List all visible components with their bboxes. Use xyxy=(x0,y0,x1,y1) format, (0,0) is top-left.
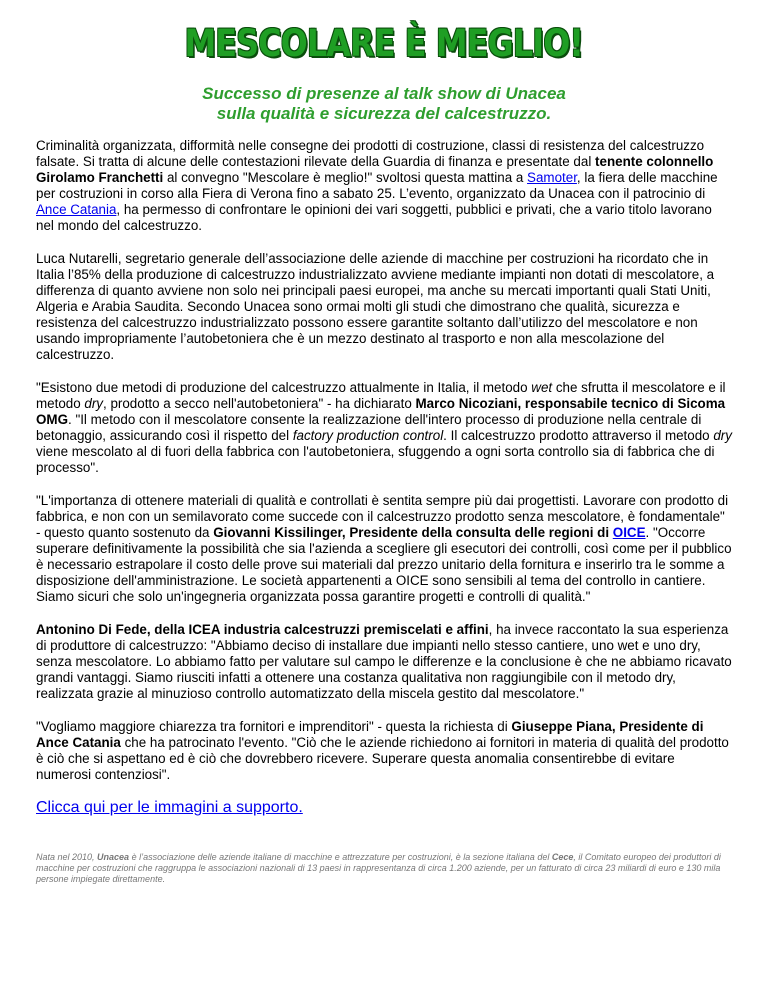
bold-name: Cece xyxy=(551,852,574,862)
article-body xyxy=(36,138,732,885)
italic-term: dry xyxy=(84,396,103,411)
italic-term: wet xyxy=(531,380,553,395)
text: viene mescolato al di fuori della fabbrica con l'autobetoniera, sfuggendo a ogni sorta controllo sia di fabbrica che di processo". xyxy=(36,444,715,475)
paragraph-3 xyxy=(36,380,732,476)
text: "Esistono due metodi di produzione del calcestruzzo attualmente in Italia, il metodo xyxy=(36,380,532,395)
press-release xyxy=(36,0,732,885)
text: , ha invece raccontato la sua esperienza di produttore di calcestruzzo: "Abbiamo deciso di installare due impianti nello stesso cantiere, uno wet e uno dry, senza mescolatore. Lo abbiamo fatto per valutare sul campo le differenze e la conclusione è che ne abbiamo ricavato grandi vantaggi. Siamo riusciti infatti a ottenere una costanza qualitativa non raggiungibile con il metodo dry, realizzata grazie al minuzioso controllo automatizzato della miscela gestito dal mescolatore." xyxy=(36,622,732,701)
bold-name: Giovanni Kissilinger, Presidente della consulta delle regioni di xyxy=(213,525,613,540)
subtitle-line-2: sulla qualità e sicurezza del calcestruzzo. xyxy=(216,104,552,123)
ance-catania-link[interactable]: Ance Catania xyxy=(36,202,117,217)
text: . "Il metodo con il mescolatore consente la realizzazione dell'intero processo di produzione nella centrale di betonaggio, assicurando così il rispetto del xyxy=(36,412,702,443)
bold-name: Unacea xyxy=(97,852,130,862)
text: Criminalità organizzata, difformità nelle consegne dei prodotti di costruzione, classi di resistenza del calcestruzzo falsate. Si tratta di alcune delle contestazioni rilevate della Guardia di finanza e presentate dal xyxy=(36,138,705,169)
text: al convegno "Mescolare è meglio!" svoltosi questa mattina a xyxy=(163,170,528,185)
masthead-title: MESCOLARE È MEGLIO! xyxy=(184,22,584,65)
samoter-link[interactable]: Samoter xyxy=(527,170,577,185)
paragraph-5 xyxy=(36,622,732,702)
paragraph-2: Luca Nutarelli, segretario generale dell’associazione delle aziende di macchine per costruzioni ha ricordato che in Italia l’85% della produzione di calcestruzzo industrializzato avviene mediante impianti non dotati di mescolatore, a differenza di quanto avviene non solo nei principali paesi europei, ma anche su mercati importanti quali Stati Uniti, Algeria e Arabia Saudita. Secondo Unacea sono ormai molti gli studi che dimostrano che qualità, sicurezza e resistenza del calcestruzzo industrializzato possono essere garantite soltanto dall’utilizzo del mescolatore e non usando impropriamente l’autobetoniera che è un mezzo destinato al trasporto e non alla mescolazione del calcestruzzo. xyxy=(36,251,715,362)
text: è l’associazione delle aziende italiane di macchine e attrezzature per costruzioni, è la sezione italiana del xyxy=(129,852,552,862)
text: . "Occorre superare definitivamente la possibilità che sia l'azienda a scegliere gli esecutori dei controlli, così come per il pubblico è necessario estrapolare il costo delle prove sui materiali dal prezzo unitario della fornitura e inserirlo tra le somme a disposizione dell'amministrazione. Le società appartenenti a OICE sono sensibili al tema del controllo in cantiere. Siamo sicuri che solo un'ingegneria organizzata possa garantire progetti e controlli di qualità." xyxy=(36,525,732,604)
subtitle-line-1: Successo di presenze al talk show di Unacea xyxy=(202,84,566,103)
bold-name: tenente colonnello Girolamo Franchetti xyxy=(36,154,714,185)
text: , ha permesso di confrontare le opinioni dei vari soggetti, pubblici e privati, che a vario titolo lavorano nel mondo del calcestruzzo. xyxy=(36,202,712,233)
text: , il Comitato europeo dei produttori di macchine per costruzioni che raggruppa le associazioni nazionali di 13 paesi in rappresentanza di circa 1.200 aziende, per un fatturato di circa 23 miliardi di euro e 130 mila persone impiegate direttamente. xyxy=(36,852,721,884)
text: Nata nel 2010, xyxy=(36,852,98,862)
oice-link[interactable]: OICE xyxy=(612,525,646,540)
footnote xyxy=(36,852,732,885)
bold-name: Marco Nicoziani, responsabile tecnico di Sicoma OMG xyxy=(36,396,726,427)
bold-name: Giuseppe Piana, Presidente di Ance Catania xyxy=(36,719,704,750)
bold-name: Antonino Di Fede, della ICEA industria calcestruzzi premiscelati e affini xyxy=(36,622,489,637)
paragraph-4 xyxy=(36,493,732,605)
text: "Vogliamo maggiore chiarezza tra fornitori e imprenditori" - questa la richiesta di xyxy=(36,719,512,734)
text: che ha patrocinato l'evento. "Ciò che le aziende richiedono ai fornitori in materia di qualità del prodotto è ciò che si aspettano ed è ciò che dovrebbero ricevere. Superare questa anomalia consentirebbe di evitare numerosi contenziosi". xyxy=(36,735,729,782)
text: . Il calcestruzzo prodotto attraverso il metodo xyxy=(443,428,714,443)
italic-term: dry xyxy=(713,428,732,443)
text: , prodotto a secco nell'autobetoniera" - ha dichiarato xyxy=(103,396,416,411)
paragraph-1 xyxy=(36,138,732,234)
paragraph-6 xyxy=(36,719,732,783)
masthead xyxy=(36,22,732,70)
subtitle xyxy=(36,84,732,124)
italic-term: factory production control xyxy=(292,428,444,443)
text: "L'importanza di ottenere materiali di qualità e controllati è sentita sempre più dai progettisti. Lavorare con prodotto di fabbrica, e non con un semilavorato come succede con il calcestruzzo prodotto senza mescolatore, è fondamentale" - questo quanto sostenuto da xyxy=(36,493,729,540)
text: , la fiera delle macchine per costruzioni in corso alla Fiera di Verona fino a sabato 25. L’evento, organizzato da Unacea con il patrocinio di xyxy=(36,170,718,201)
text: che sfrutta il mescolatore e il metodo xyxy=(36,380,726,411)
images-link[interactable]: Clicca qui per le immagini a supporto. xyxy=(36,799,303,816)
images-cta xyxy=(36,800,732,816)
